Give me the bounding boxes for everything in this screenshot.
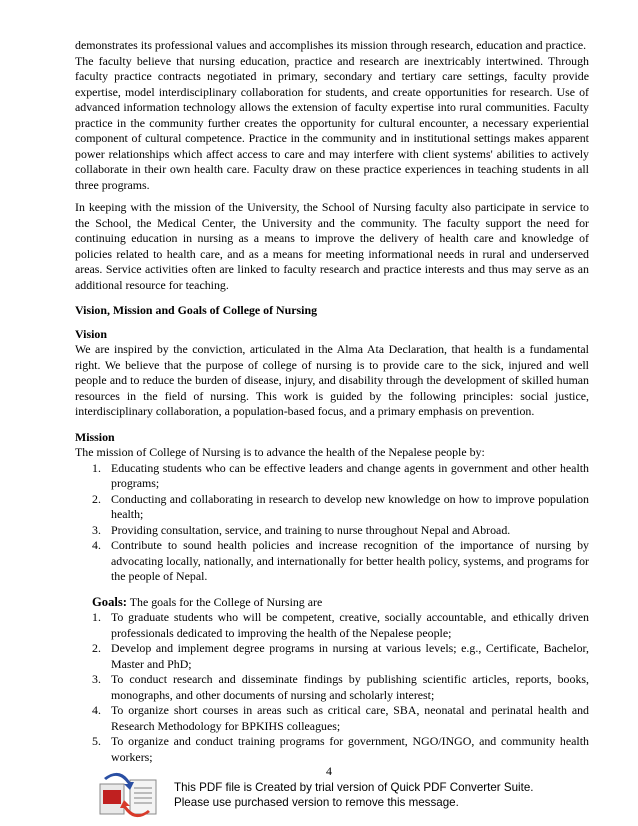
mission-heading: Mission bbox=[75, 429, 115, 444]
page-number: 4 bbox=[326, 764, 332, 778]
document-page bbox=[75, 38, 589, 765]
list-item: 1. To graduate students who will be competent, creative, socially accountable, and ethically driven professionals dedicated to improving the health of the Nepalese people; bbox=[92, 610, 589, 640]
list-item: 4. Contribute to sound health policies and increase recognition of the importance of nursing by advocating locally, nationally, and internationally for better health policy, systems, and programs for the people of Nepal. bbox=[92, 538, 589, 583]
list-item: 3. To conduct research and disseminate findings by publishing scientific articles, reports, books, monographs, and other documents of nursing and scholarly interest; bbox=[92, 672, 589, 702]
goals-heading: Goals: bbox=[92, 594, 127, 609]
mission-list bbox=[75, 461, 589, 585]
goals-section bbox=[75, 595, 589, 766]
mission-intro: The mission of College of Nursing is to advance the health of the Nepalese people by: bbox=[75, 445, 485, 459]
goals-list bbox=[92, 610, 589, 765]
pdf-converter-logo-icon bbox=[92, 768, 162, 820]
intro-paragraph-2: The faculty believe that nursing education, practice and research are inextricably intertwined. Through faculty practice contracts negotiated in primary, secondary and tertiary care settings, faculty provide expertise, model interdisciplinary collaboration for students, and create opportunities for research. Use of advanced information technology allows the extension of faculty expertise into rural communities. Faculty practice in the community further creates the opportunity for cultural encounter, a necessary experiential component of cultural competence. Practice in the community and in institutional settings makes apparent power relationships which affect access to care and may interfere with client systems' abilities to actively collaborate in their own health care. Faculty draw on these practice experiences in teaching students in all three programs. bbox=[75, 53, 589, 192]
intro-paragraph-1: demonstrates its professional values and accomplishes its mission through research, education and practice. bbox=[75, 38, 587, 52]
list-item: 1. Educating students who can be effective leaders and change agents in government and other health programs; bbox=[92, 460, 589, 490]
intro-paragraph-3: In keeping with the mission of the University, the School of Nursing faculty also participate in service to the School, the Medical Center, the University and the community. The faculty support the need for continuing education in nursing as a means to improve the delivery of health care and knowledge of policies related to health care, and as a means for meeting informational needs in rural and underserved areas. Service activities often are linked to faculty research and practice interests and thus may serve as an additional resource for teaching. bbox=[75, 200, 589, 292]
watermark-line-2: Please use purchased version to remove this message. bbox=[174, 796, 459, 809]
goals-intro: The goals for the College of Nursing are bbox=[126, 594, 323, 609]
trial-watermark bbox=[174, 780, 534, 810]
page-footer bbox=[0, 764, 638, 826]
section-heading: Vision, Mission and Goals of College of Nursing bbox=[75, 303, 318, 317]
watermark-line-1: This PDF file is Created by trial version of Quick PDF Converter Suite. bbox=[174, 781, 534, 794]
vision-heading: Vision bbox=[75, 326, 107, 341]
list-item: 4. To organize short courses in areas such as critical care, SBA, neonatal and perinatal health and Research Methodology for BPKIHS colleagues; bbox=[92, 703, 589, 733]
list-item: 2. Develop and implement degree programs in nursing at various levels; e.g., Certificate, Bachelor, Master and PhD; bbox=[92, 641, 589, 671]
vision-text: We are inspired by the conviction, articulated in the Alma Ata Declaration, that health is a fundamental right. We believe that the purpose of college of nursing is to provide care to the sick, injured and well people and to reduce the burden of disease, injury, and disability through the development of skilled human resources in the field of nursing. This work is guided by the following principles: social justice, interdisciplinary collaboration, a population-based focus, and a primary emphasis on prevention. bbox=[75, 342, 589, 418]
list-item: 5. To organize and conduct training programs for government, NGO/INGO, and community health workers; bbox=[92, 734, 589, 764]
list-item: 3. Providing consultation, service, and training to nurse throughout Nepal and Abroad. bbox=[92, 522, 511, 537]
list-item: 2. Conducting and collaborating in research to develop new knowledge on how to improve population health; bbox=[92, 491, 589, 521]
